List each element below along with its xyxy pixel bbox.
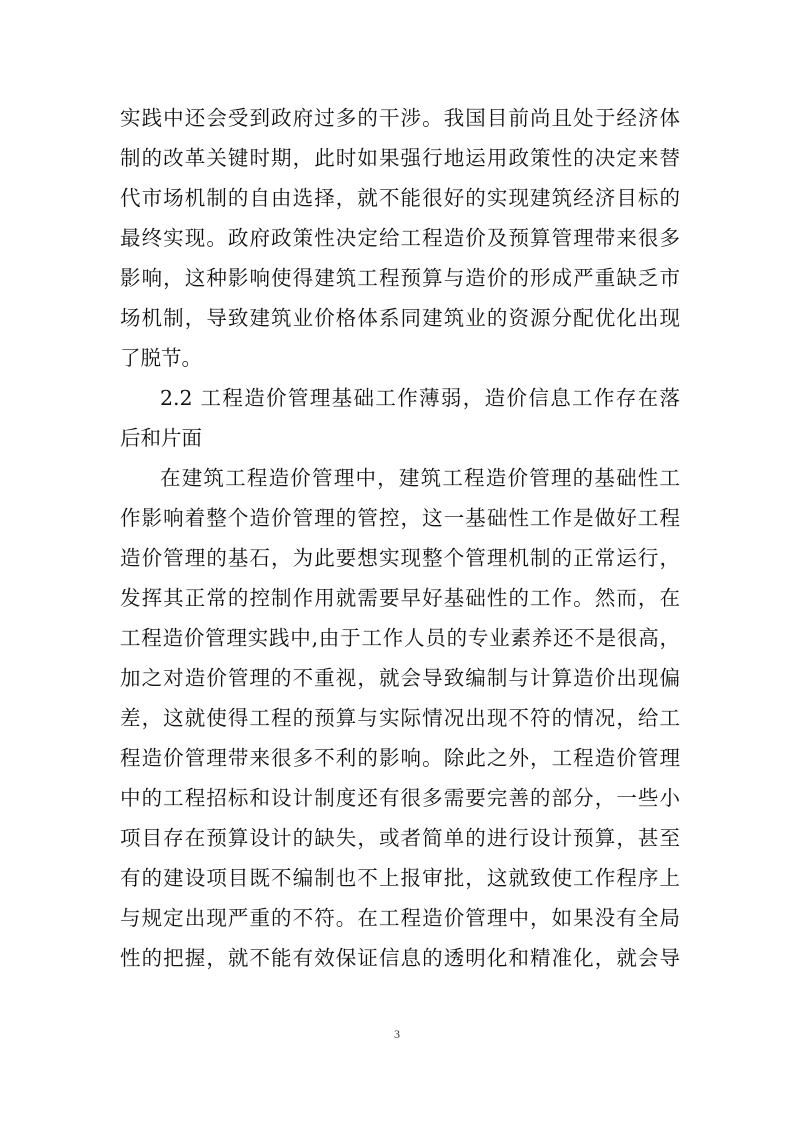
text-line: 制的改革关键时期，此时如果强行地运用政策性的决定来替 <box>120 146 680 170</box>
text-line: 工程造价管理实践中,由于工作人员的专业素养还不是很高， <box>120 626 680 650</box>
text-line: 最终实现。政府政策性决定给工程造价及预算管理带来很多 <box>120 226 680 250</box>
paragraph-basic-work <box>120 458 680 978</box>
text-line: 实践中还会受到政府过多的干涉。我国目前尚且处于经济体 <box>120 106 680 130</box>
text-line: 代市场机制的自由选择，就不能很好的实现建筑经济目标的 <box>120 186 680 210</box>
text-line: 场机制，导致建筑业价格体系同建筑业的资源分配优化出现 <box>120 306 680 330</box>
page-number: 3 <box>394 1027 400 1041</box>
text-line: 差，这就使得工程的预算与实际情况出现不符的情况，给工 <box>120 706 680 730</box>
text-line: 发挥其正常的控制作用就需要早好基础性的工作。然而，在 <box>120 586 680 610</box>
text-line: 作影响着整个造价管理的管控，这一基础性工作是做好工程 <box>120 506 680 530</box>
text-line: 性的把握，就不能有效保证信息的透明化和精准化，就会导 <box>120 946 680 970</box>
body-text <box>120 98 680 978</box>
text-line: 与规定出现严重的不符。在工程造价管理中，如果没有全局 <box>120 906 680 930</box>
text-line: 造价管理的基石，为此要想实现整个管理机制的正常运行， <box>120 546 680 570</box>
section-heading-2-2 <box>120 378 680 458</box>
paragraph-government-intervention <box>120 98 680 378</box>
heading-line: 2.2 工程造价管理基础工作薄弱，造价信息工作存在落 <box>160 386 680 410</box>
text-line: 加之对造价管理的不重视，就会导致编制与计算造价出现偏 <box>120 666 680 690</box>
text-line: 项目存在预算设计的缺失，或者简单的进行设计预算，甚至 <box>120 826 680 850</box>
heading-line: 后和片面 <box>120 426 202 450</box>
text-line: 影响，这种影响使得建筑工程预算与造价的形成严重缺乏市 <box>120 266 680 290</box>
text-line: 在建筑工程造价管理中，建筑工程造价管理的基础性工 <box>160 466 680 490</box>
text-line: 有的建设项目既不编制也不上报审批，这就致使工作程序上 <box>120 866 680 890</box>
text-line: 程造价管理带来很多不利的影响。除此之外，工程造价管理 <box>120 746 680 770</box>
text-line: 中的工程招标和设计制度还有很多需要完善的部分，一些小 <box>120 786 680 810</box>
text-line: 了脱节。 <box>120 346 202 370</box>
